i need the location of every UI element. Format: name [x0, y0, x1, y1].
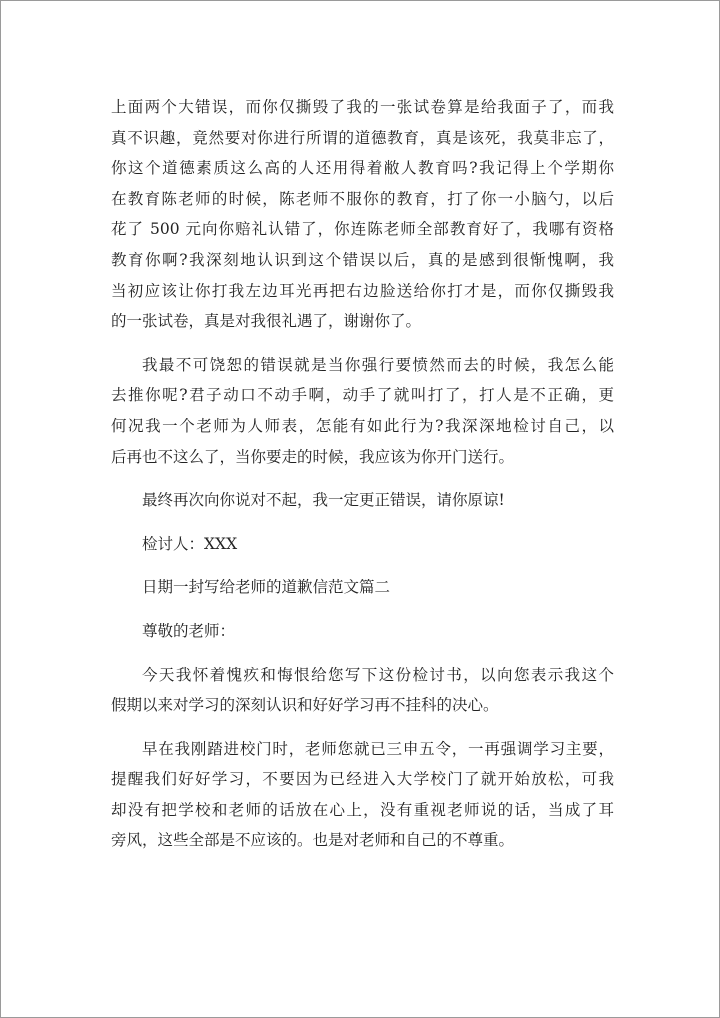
text-line: 旁风，这些全部是不应该的。也是对老师和自己的不尊重。 [111, 831, 515, 850]
document-body [111, 92, 614, 869]
section-title [111, 572, 614, 603]
text-line: 后再也不这么了，当你要走的时候，我应该为你开门送行。 [111, 447, 515, 466]
text-line: 去推你呢?君子动口不动手啊，动手了就叫打了，打人是不正确，更 [111, 386, 614, 405]
text-line: 上面两个大错误，而你仅撕毁了我的一张试卷算是给我面子了，而我 [111, 98, 614, 116]
text-line: 当初应该让你打我左边耳光再把右边脸送给你打才是，而你仅撕毁我 [111, 281, 614, 300]
signature-line [111, 529, 614, 560]
text-line: 尊敬的老师： [142, 621, 236, 640]
paragraph-2 [111, 350, 614, 472]
text-line: 真不识趣，竟然要对你进行所谓的道德教育，真是该死，我莫非忘了， [111, 128, 614, 147]
text-line: 我最不可饶恕的错误就是当你强行要愤然而去的时候，我怎么能 [142, 355, 614, 374]
text-line: 最终再次向你说对不起，我一定更正错误，请你原谅! [142, 491, 505, 510]
text-line: 假期以来对学习的深刻认识和好好学习再不挂科的决心。 [111, 696, 499, 715]
salutation [111, 616, 614, 647]
text-line: 今天我怀着愧疚和悔恨给您写下这份检讨书，以向您表示我这个 [142, 665, 614, 684]
text-line: 在教育陈老师的时候，陈老师不服你的教育，打了你一小脑勺，以后 [111, 189, 614, 208]
text-line: 却没有把学校和老师的话放在心上，没有重视老师说的话，当成了耳 [111, 800, 614, 819]
text-line: 花了 500 元向你赔礼认错了，你连陈老师全部教育好了，我哪有资格 [111, 220, 614, 239]
text-line: 的一张试卷，真是对我很礼遇了，谢谢你了。 [111, 312, 422, 331]
paragraph-3 [111, 660, 614, 721]
text-line: 检讨人：XXX [142, 534, 238, 553]
paragraph-1 [111, 92, 614, 337]
text-line: 你这个道德素质这么高的人还用得着敝人教育吗?我记得上个学期你 [111, 159, 614, 178]
text-line: 何况我一个老师为人师表，怎能有如此行为?我深深地检讨自己，以 [111, 416, 614, 435]
text-line: 早在我刚踏进校门时，老师您就已三申五令，一再强调学习主要， [142, 739, 614, 758]
text-line: 提醒我们好好学习，不要因为已经进入大学校门了就开始放松，可我 [111, 770, 614, 789]
text-line: 教育你啊?我深刻地认识到这个错误以后，真的是感到很惭愧啊，我 [111, 250, 614, 269]
paragraph-apology [111, 485, 614, 516]
text-line: 日期一封写给老师的道歉信范文篇二 [142, 578, 391, 597]
paragraph-4 [111, 734, 614, 856]
